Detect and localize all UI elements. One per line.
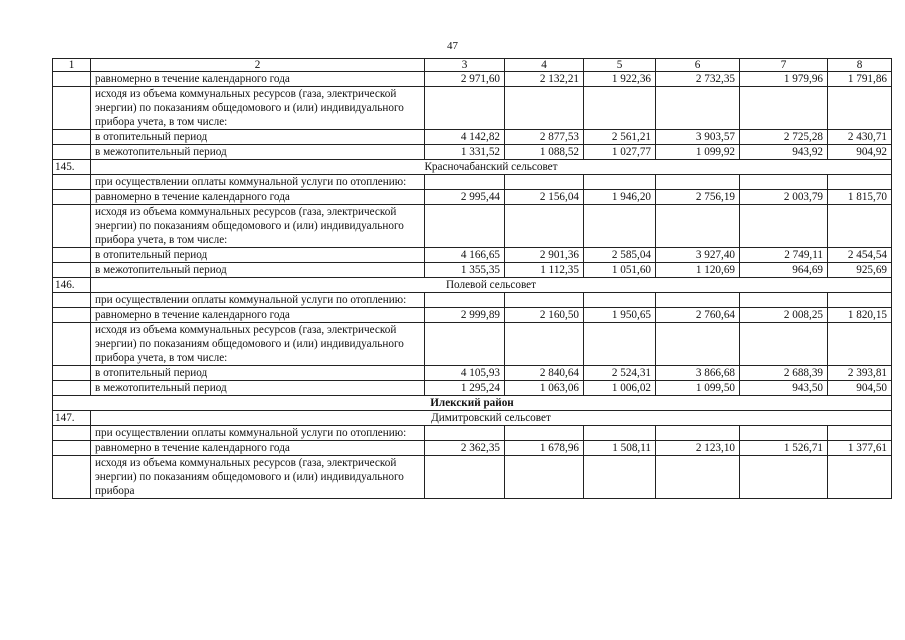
empty-value-cell [828, 205, 892, 248]
row-index [53, 248, 91, 263]
row-index [53, 308, 91, 323]
empty-value-cell [505, 456, 584, 499]
empty-value-cell [425, 175, 505, 190]
header-cell-4: 4 [505, 59, 584, 72]
value-cell: 2 123,10 [656, 441, 740, 456]
row-description: исходя из объема коммунальных ресурсов (газа, электрической энергии) по показаниям общедомового и (или) индивидуального прибора учета, в том числе: [91, 323, 425, 366]
value-cell: 2 732,35 [656, 72, 740, 87]
row-index [53, 293, 91, 308]
empty-value-cell [584, 456, 656, 499]
value-cell: 2 901,36 [505, 248, 584, 263]
empty-value-cell [828, 456, 892, 499]
empty-value-cell [740, 426, 828, 441]
value-cell: 2 725,28 [740, 130, 828, 145]
value-cell: 2 008,25 [740, 308, 828, 323]
table-row-text [53, 293, 892, 308]
row-index [53, 441, 91, 456]
value-cell: 1 331,52 [425, 145, 505, 160]
header-row [53, 59, 892, 72]
value-cell: 2 585,04 [584, 248, 656, 263]
value-cell: 925,69 [828, 263, 892, 278]
empty-value-cell [828, 87, 892, 130]
value-cell: 1 051,60 [584, 263, 656, 278]
value-cell: 1 820,15 [828, 308, 892, 323]
header-cell-2: 2 [91, 59, 425, 72]
value-cell: 2 995,44 [425, 190, 505, 205]
header-cell-6: 6 [656, 59, 740, 72]
value-cell: 1 922,36 [584, 72, 656, 87]
empty-value-cell [584, 426, 656, 441]
value-cell: 1 006,02 [584, 381, 656, 396]
empty-value-cell [505, 87, 584, 130]
table-row-data [53, 190, 892, 205]
empty-value-cell [656, 293, 740, 308]
empty-value-cell [828, 293, 892, 308]
row-description: в отопительный период [91, 130, 425, 145]
header-cell-3: 3 [425, 59, 505, 72]
section-number: 145. [53, 160, 91, 175]
value-cell: 1 099,92 [656, 145, 740, 160]
row-description: при осуществлении оплаты коммунальной услуги по отоплению: [91, 426, 425, 441]
value-cell: 2 756,19 [656, 190, 740, 205]
row-index [53, 426, 91, 441]
table-row-data [53, 308, 892, 323]
value-cell: 2 393,81 [828, 366, 892, 381]
empty-value-cell [505, 323, 584, 366]
value-cell: 1 120,69 [656, 263, 740, 278]
empty-value-cell [505, 175, 584, 190]
value-cell: 3 866,68 [656, 366, 740, 381]
value-cell: 2 840,64 [505, 366, 584, 381]
section-title: Полевой сельсовет [91, 278, 892, 293]
value-cell: 1 112,35 [505, 263, 584, 278]
value-cell: 2 749,11 [740, 248, 828, 263]
row-index [53, 145, 91, 160]
empty-value-cell [425, 323, 505, 366]
table-row-text [53, 323, 892, 366]
row-index [53, 263, 91, 278]
empty-value-cell [425, 293, 505, 308]
empty-value-cell [656, 205, 740, 248]
value-cell: 1 355,35 [425, 263, 505, 278]
row-index [53, 130, 91, 145]
row-description: в отопительный период [91, 248, 425, 263]
table-row-data [53, 130, 892, 145]
value-cell: 2 003,79 [740, 190, 828, 205]
value-cell: 2 454,54 [828, 248, 892, 263]
value-cell: 2 561,21 [584, 130, 656, 145]
empty-value-cell [656, 323, 740, 366]
value-cell: 1 099,50 [656, 381, 740, 396]
value-cell: 1 815,70 [828, 190, 892, 205]
row-description: в межотопительный период [91, 145, 425, 160]
row-description: в межотопительный период [91, 381, 425, 396]
row-index [53, 190, 91, 205]
row-index [53, 323, 91, 366]
value-cell: 2 971,60 [425, 72, 505, 87]
row-description: в отопительный период [91, 366, 425, 381]
empty-value-cell [740, 293, 828, 308]
empty-value-cell [740, 456, 828, 499]
row-description: исходя из объема коммунальных ресурсов (газа, электрической энергии) по показаниям общедомового и (или) индивидуального прибора [91, 456, 425, 499]
row-index [53, 456, 91, 499]
page-number: 47 [447, 40, 458, 52]
row-description: в межотопительный период [91, 263, 425, 278]
row-index [53, 381, 91, 396]
table-row-district [53, 396, 892, 411]
empty-value-cell [740, 87, 828, 130]
value-cell: 4 166,65 [425, 248, 505, 263]
empty-value-cell [425, 87, 505, 130]
value-cell: 2 362,35 [425, 441, 505, 456]
section-number: 147. [53, 411, 91, 426]
row-description: при осуществлении оплаты коммунальной услуги по отоплению: [91, 175, 425, 190]
empty-value-cell [584, 323, 656, 366]
empty-value-cell [584, 87, 656, 130]
empty-value-cell [584, 205, 656, 248]
table-row-data [53, 263, 892, 278]
table-row-text [53, 456, 892, 499]
row-description: равномерно в течение календарного года [91, 190, 425, 205]
tariff-table [52, 58, 892, 499]
value-cell: 1 791,86 [828, 72, 892, 87]
row-description: равномерно в течение календарного года [91, 308, 425, 323]
value-cell: 904,50 [828, 381, 892, 396]
row-description: равномерно в течение календарного года [91, 441, 425, 456]
table-row-text [53, 205, 892, 248]
empty-value-cell [828, 175, 892, 190]
row-description: равномерно в течение календарного года [91, 72, 425, 87]
table-row-data [53, 441, 892, 456]
empty-value-cell [828, 426, 892, 441]
table-row-data [53, 145, 892, 160]
table-row-data [53, 248, 892, 263]
empty-value-cell [425, 426, 505, 441]
empty-value-cell [425, 456, 505, 499]
row-description: исходя из объема коммунальных ресурсов (газа, электрической энергии) по показаниям общедомового и (или) индивидуального прибора учета, в том числе: [91, 87, 425, 130]
empty-value-cell [584, 293, 656, 308]
value-cell: 1 295,24 [425, 381, 505, 396]
row-description: при осуществлении оплаты коммунальной услуги по отоплению: [91, 293, 425, 308]
header-cell-7: 7 [740, 59, 828, 72]
header-cell-8: 8 [828, 59, 892, 72]
table-body [53, 59, 892, 499]
empty-value-cell [505, 426, 584, 441]
value-cell: 2 999,89 [425, 308, 505, 323]
value-cell: 2 688,39 [740, 366, 828, 381]
table-row-text [53, 175, 892, 190]
value-cell: 3 927,40 [656, 248, 740, 263]
section-title: Димитровский сельсовет [91, 411, 892, 426]
table-row-data [53, 366, 892, 381]
header-cell-5: 5 [584, 59, 656, 72]
empty-value-cell [740, 323, 828, 366]
value-cell: 1 377,61 [828, 441, 892, 456]
value-cell: 943,92 [740, 145, 828, 160]
empty-value-cell [425, 205, 505, 248]
value-cell: 1 027,77 [584, 145, 656, 160]
empty-value-cell [656, 87, 740, 130]
empty-value-cell [505, 293, 584, 308]
value-cell: 1 508,11 [584, 441, 656, 456]
value-cell: 1 088,52 [505, 145, 584, 160]
row-index [53, 87, 91, 130]
header-cell-1: 1 [53, 59, 91, 72]
value-cell: 2 760,64 [656, 308, 740, 323]
district-title: Илекский район [53, 396, 892, 411]
row-description: исходя из объема коммунальных ресурсов (газа, электрической энергии) по показаниям общедомового и (или) индивидуального прибора учета, в том числе: [91, 205, 425, 248]
value-cell: 1 063,06 [505, 381, 584, 396]
value-cell: 964,69 [740, 263, 828, 278]
value-cell: 1 946,20 [584, 190, 656, 205]
empty-value-cell [656, 426, 740, 441]
table-row-data [53, 381, 892, 396]
value-cell: 1 950,65 [584, 308, 656, 323]
table-row-data [53, 72, 892, 87]
row-index [53, 72, 91, 87]
row-index [53, 205, 91, 248]
value-cell: 2 877,53 [505, 130, 584, 145]
value-cell: 2 156,04 [505, 190, 584, 205]
value-cell: 904,92 [828, 145, 892, 160]
section-number: 146. [53, 278, 91, 293]
table-row-text [53, 426, 892, 441]
value-cell: 1 979,96 [740, 72, 828, 87]
empty-value-cell [656, 175, 740, 190]
empty-value-cell [740, 205, 828, 248]
empty-value-cell [828, 323, 892, 366]
empty-value-cell [505, 205, 584, 248]
table-row-section [53, 278, 892, 293]
empty-value-cell [740, 175, 828, 190]
value-cell: 4 105,93 [425, 366, 505, 381]
section-title: Красночабанский сельсовет [91, 160, 892, 175]
empty-value-cell [656, 456, 740, 499]
empty-value-cell [584, 175, 656, 190]
value-cell: 943,50 [740, 381, 828, 396]
value-cell: 2 160,50 [505, 308, 584, 323]
value-cell: 3 903,57 [656, 130, 740, 145]
value-cell: 2 430,71 [828, 130, 892, 145]
row-index [53, 366, 91, 381]
value-cell: 1 526,71 [740, 441, 828, 456]
table-row-section [53, 411, 892, 426]
value-cell: 2 524,31 [584, 366, 656, 381]
row-index [53, 175, 91, 190]
table-row-section [53, 160, 892, 175]
value-cell: 4 142,82 [425, 130, 505, 145]
value-cell: 2 132,21 [505, 72, 584, 87]
table-row-text [53, 87, 892, 130]
value-cell: 1 678,96 [505, 441, 584, 456]
